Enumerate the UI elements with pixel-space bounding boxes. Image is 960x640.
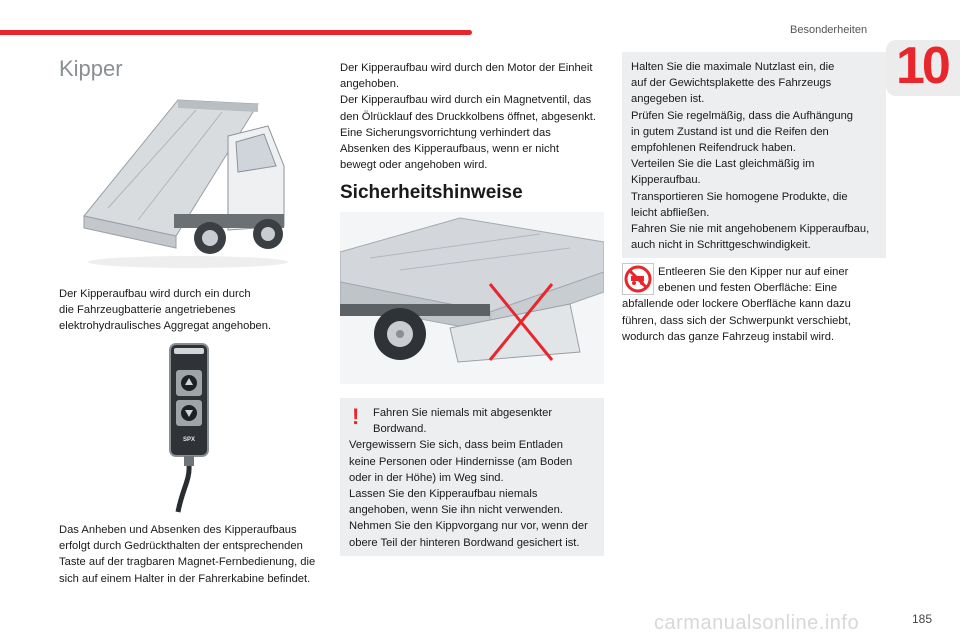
col1-paragraph-1: Der Kipperaufbau wird durch ein durch die Fahrzeugbatterie angetriebenes elektrohydraulisches Aggregat angehoben. (59, 288, 272, 333)
chapter-number: 10 (896, 37, 948, 95)
page-title: Kipper (59, 56, 123, 81)
col1-paragraph-2: Das Anheben und Absenken des Kipperaufbaus erfolgt durch Gedrückthalten der entsprechenden Taste auf der tragbaren Magnet-Fernbedienung, die sich auf einem Halter in der Fahrerkabine befindet. (59, 524, 316, 585)
remote-brand-label: SPX (182, 437, 196, 443)
section-name: Besonderheiten (790, 24, 868, 36)
warning-text: Fahren Sie niemals mit abgesenkter Bordwand. Vergewissern Sie sich, dass beim Entladen keine Personen oder Hindernisse (am Boden oder in der Höhe) im Weg sind. Lassen Sie den Kipperaufbau niemals angehoben, wenn Sie ihn nicht verwenden. Nehmen Sie den Kippvorgang nur vor, wenn der obere Teil der hinteren Bordwand gesichert ist. (349, 407, 588, 549)
lowered-tailgate-warning-illustration (340, 212, 604, 384)
section-heading-safety: Sicherheitshinweise (340, 182, 523, 203)
col2-paragraph-1: Der Kipperaufbau wird durch den Motor der Einheit angehoben. Der Kipperaufbau wird durch ein Magnetventil, das den Ölrücklauf des Druckkolbens öffnet, abgesenkt. Eine Sicherungsvorrichtung verhindert das Absenken des Kipperaufbaus, wenn er nicht bewegt oder angehoben wird. (340, 62, 597, 172)
tip-text: Entleeren Sie den Kipper nur auf einer ebenen und festen Oberfläche: Eine abfallende oder lockere Oberfläche kann dazu führen, dass sich der Schwerpunkt verschiebt, wodurch das ganze Fahrzeug instabil wird. (622, 266, 851, 343)
page-number: 185 (912, 612, 933, 626)
warning-icon: ! (352, 404, 360, 429)
info-text: Halten Sie die maximale Nutzlast ein, die auf der Gewichtsplakette des Fahrzeugs angegeben ist. Prüfen Sie regelmäßig, dass die Aufhängung in gutem Zustand ist und die Reifen den empfohlenen Reifendruck haben. Verteilen Sie die Last gleichmäßig im Kipperaufbau. Transportieren Sie homogene Produkte, die leicht abfließen. Fahren Sie nie mit angehobenem Kipperaufbau, auch nicht in Schrittgeschwindigkeit. (631, 61, 870, 252)
remote-control-illustration (160, 340, 220, 518)
header-accent-bar (0, 30, 472, 35)
tipper-truck-illustration (78, 96, 290, 274)
watermark: carmanualsonline.info (654, 612, 860, 634)
